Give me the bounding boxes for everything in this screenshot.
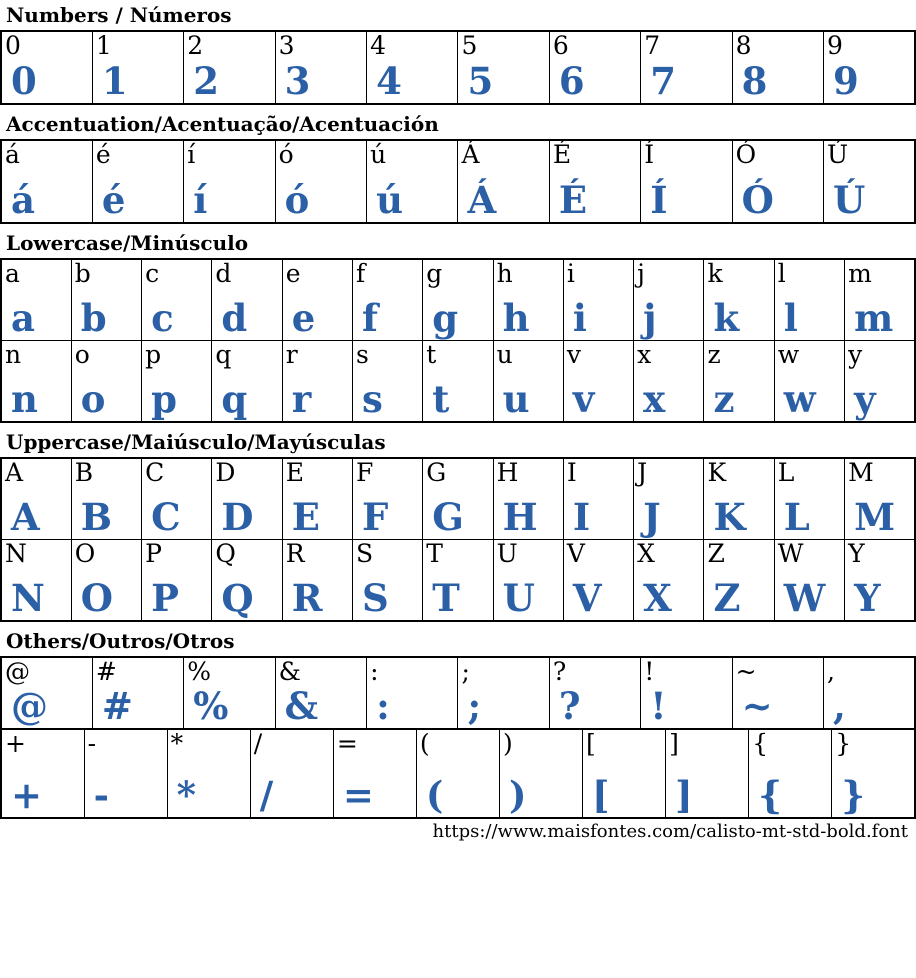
glyph-sample-small: p [145,340,162,369]
glyph-sample-small: N [5,539,27,568]
glyph-cell [732,657,823,729]
glyph-sample-small: S [355,539,374,568]
glyph-sample-large: # [101,683,133,728]
glyph-sample-small: é [95,140,111,169]
glyph-cell [352,259,422,341]
glyph-sample-large: C [151,494,181,539]
glyph-sample-small: y [848,340,863,369]
glyph-sample-small: - [87,729,97,758]
glyph-sample-large: S [361,575,389,620]
glyph-cell [71,458,141,540]
glyph-sample-small: x [637,340,652,369]
glyph-sample-small: ) [502,729,513,758]
glyph-cell [634,458,704,540]
glyph-cell [92,31,183,104]
glyph-sample-large: , [833,683,846,728]
glyph-sample-large: a [11,295,35,340]
glyph-sample-large: Í [650,177,668,222]
glyph-sample-large: F [361,494,389,539]
glyph-sample-small: l [777,259,786,288]
glyph-cell [423,341,493,423]
glyph-table [0,258,916,423]
glyph-sample-small: M [848,458,874,487]
glyph-cell [749,729,832,818]
glyph-cell [282,259,352,341]
glyph-cell [824,657,915,729]
glyph-cell [275,31,366,104]
glyph-cell [352,341,422,423]
glyph-sample-small: t [426,340,437,369]
glyph-sample-small: f [355,259,366,288]
glyph-sample-small: Á [461,140,480,169]
glyph-sample-large: b [80,295,107,340]
glyph-cell [704,540,774,622]
glyph-sample-small: % [187,657,212,686]
glyph-sample-small: 7 [644,31,661,60]
glyph-sample-large: { [758,772,782,817]
glyph-sample-small: 1 [95,31,112,60]
glyph-sample-large: á [11,177,35,222]
glyph-cell [634,540,704,622]
glyph-cell [641,31,732,104]
glyph-sample-large: ] [675,772,693,817]
glyph-sample-small: 4 [370,31,386,60]
glyph-cell [732,140,823,223]
glyph-sample-small: P [145,539,162,568]
glyph-sample-large: é [101,177,126,222]
glyph-sample-large: H [502,494,538,539]
glyph-cell [704,458,774,540]
glyph-sample-small: X [637,539,655,568]
glyph-cell [732,31,823,104]
glyph-sample-small: I [566,458,577,487]
glyph-sample-large: 8 [741,58,768,103]
glyph-cell [184,140,275,223]
glyph-sample-small: d [215,259,232,288]
glyph-sample-small: ó [278,140,294,169]
glyph-sample-small: H [496,458,519,487]
glyph-sample-small: ~ [735,657,757,686]
glyph-sample-large: k [713,295,740,340]
glyph-cell [493,341,563,423]
glyph-cell [845,259,915,341]
glyph-sample-small: 2 [187,31,204,60]
glyph-cell [563,259,633,341]
glyph-cell [1,540,71,622]
glyph-sample-large: ) [508,772,527,817]
glyph-sample-large: B [80,494,113,539]
glyph-cell [493,458,563,540]
glyph-cell [1,31,92,104]
glyph-cell [1,657,92,729]
glyph-cell [1,729,84,818]
glyph-sample-large: / [259,772,274,817]
glyph-sample-small: s [355,340,369,369]
glyph-cell [142,540,212,622]
glyph-cell [458,140,549,223]
glyph-cell [563,458,633,540]
glyph-sample-large: m [854,295,894,340]
glyph-sample-small: u [496,340,513,369]
glyph-sample-large: c [151,295,174,340]
glyph-sample-large: P [151,575,179,620]
glyph-sample-small: Z [707,539,725,568]
glyph-sample-large: Q [221,575,254,620]
section-heading-accentuation: Accentuation/Acentuação/Acentuación [6,112,439,136]
glyph-sample-large: 0 [11,58,37,103]
glyph-table [0,457,916,622]
glyph-cell [142,341,212,423]
glyph-cell [774,259,844,341]
glyph-sample-small: ] [669,729,679,758]
glyph-cell [845,458,915,540]
glyph-sample-small: F [355,458,374,487]
glyph-cell [275,140,366,223]
glyph-sample-large: v [572,376,595,421]
glyph-cell [634,341,704,423]
glyph-cell [84,729,167,818]
glyph-sample-large: t [432,376,450,421]
section-others [0,629,916,819]
glyph-sample-small: B [74,458,94,487]
glyph-cell [774,341,844,423]
glyph-sample-large: U [502,575,535,620]
glyph-sample-small: @ [5,657,30,686]
glyph-cell [634,259,704,341]
glyph-sample-large: D [221,494,254,539]
glyph-cell [1,341,71,423]
glyph-sample-large: x [643,376,666,421]
glyph-sample-large: % [193,683,229,728]
glyph-sample-large: Ú [833,177,866,222]
glyph-cell [549,657,640,729]
glyph-cell [212,341,282,423]
glyph-cell [1,259,71,341]
glyph-sample-large: [ [592,772,610,817]
glyph-table [0,656,916,730]
glyph-cell [71,259,141,341]
glyph-cell [423,259,493,341]
glyph-sample-small: v [566,340,581,369]
glyph-sample-small: + [5,729,26,758]
glyph-cell [71,341,141,423]
glyph-cell [845,540,915,622]
glyph-sample-large: ( [425,772,444,817]
glyph-sample-small: ( [419,729,430,758]
glyph-sample-small: , [827,657,835,686]
glyph-cell [1,458,71,540]
glyph-sample-large: w [783,376,816,421]
glyph-cell [493,540,563,622]
glyph-sample-large: p [151,376,177,421]
glyph-sample-large: n [11,376,38,421]
glyph-cell [212,458,282,540]
glyph-sample-small: O [74,539,96,568]
glyph-sample-large: N [11,575,45,620]
glyph-sample-small: c [145,259,160,288]
section-heading-numbers: Numbers / Números [6,3,232,27]
glyph-sample-small: w [777,340,800,369]
glyph-cell [367,140,458,223]
glyph-sample-small: U [496,539,518,568]
glyph-sample-large: j [643,295,657,340]
glyph-cell [184,31,275,104]
glyph-cell [845,341,915,423]
glyph-sample-small: L [777,458,795,487]
glyph-sample-small: K [707,458,727,487]
glyph-sample-large: G [432,494,464,539]
glyph-cell [367,31,458,104]
glyph-sample-large: Ó [741,177,774,222]
glyph-sample-small: m [848,259,872,288]
glyph-cell [333,729,416,818]
glyph-sample-large: V [572,575,602,620]
glyph-cell [641,140,732,223]
glyph-sample-large: u [502,376,530,421]
glyph-cell [367,657,458,729]
glyph-sample-large: f [361,295,378,340]
glyph-cell [282,540,352,622]
glyph-sample-large: ! [650,683,667,728]
glyph-cell [92,657,183,729]
glyph-sample-large: Á [467,177,497,222]
glyph-sample-small: Ú [827,140,849,169]
glyph-cell [275,657,366,729]
glyph-sample-large: h [502,295,530,340]
glyph-sample-large: o [80,376,106,421]
glyph-sample-large: A [11,494,40,539]
glyph-sample-large: y [854,376,876,421]
glyph-cell [774,458,844,540]
glyph-cell [774,540,844,622]
glyph-sample-large: 2 [193,58,220,103]
glyph-cell [167,729,250,818]
section-numbers [0,3,916,105]
glyph-sample-small: # [95,657,117,686]
glyph-cell [416,729,499,818]
glyph-sample-large: e [291,295,316,340]
glyph-sample-small: D [215,458,236,487]
glyph-sample-small: 9 [827,31,843,60]
glyph-sample-large: R [291,575,323,620]
glyph-cell [423,540,493,622]
glyph-sample-small: k [707,259,723,288]
glyph-sample-large: ? [558,683,581,728]
glyph-sample-large: ~ [741,683,773,728]
glyph-sample-small: V [566,539,585,568]
glyph-cell [641,657,732,729]
glyph-cell [563,540,633,622]
glyph-sample-large: É [558,177,588,222]
glyph-sample-large: : [376,683,390,728]
glyph-sample-small: } [835,729,852,758]
font-specimen-page [0,3,916,978]
glyph-cell [423,458,493,540]
glyph-sample-small: = [336,729,358,758]
glyph-cell [824,140,915,223]
glyph-cell [583,729,666,818]
glyph-sample-small: 5 [461,31,478,60]
glyph-cell [563,341,633,423]
section-heading-uppercase: Uppercase/Maiúsculo/Mayúsculas [6,430,386,454]
glyph-sample-large: 3 [284,58,311,103]
glyph-sample-small: [ [586,729,596,758]
glyph-cell [282,341,352,423]
glyph-sample-large: ó [284,177,310,222]
glyph-sample-large: - [93,772,109,817]
glyph-cell [458,657,549,729]
glyph-sample-small: Í [644,140,655,169]
glyph-sample-large: 5 [467,58,494,103]
glyph-sample-small: r [285,340,298,369]
glyph-sample-large: 6 [558,58,585,103]
glyph-sample-large: O [80,575,114,620]
glyph-table [0,30,916,105]
glyph-sample-small: É [552,140,572,169]
glyph-sample-small: C [145,458,165,487]
glyph-cell [832,729,915,818]
glyph-sample-large: K [713,494,746,539]
section-accentuation [0,112,916,224]
glyph-cell [142,458,212,540]
glyph-sample-small: { [752,729,769,758]
glyph-cell [1,140,92,223]
glyph-sample-small: Q [215,539,236,568]
glyph-sample-small: ; [461,657,470,686]
glyph-cell [92,140,183,223]
glyph-cell [212,259,282,341]
glyph-sample-large: Z [713,575,741,620]
glyph-sample-small: g [426,259,443,288]
glyph-sample-large: } [841,772,866,817]
glyph-sample-large: 1 [101,58,128,103]
glyph-sample-large: z [713,376,735,421]
glyph-sample-small: : [370,657,379,686]
glyph-sample-large: M [854,494,896,539]
glyph-sample-large: ú [376,177,403,222]
glyph-sample-large: 7 [650,58,676,103]
glyph-cell [212,540,282,622]
glyph-sample-large: d [221,295,248,340]
glyph-sample-small: i [566,259,575,288]
section-lowercase [0,231,916,423]
glyph-sample-small: a [5,259,20,288]
glyph-sample-small: * [170,729,184,758]
glyph-sample-large: ; [467,683,482,728]
glyph-sample-small: h [496,259,513,288]
glyph-cell [499,729,582,818]
glyph-sample-large: W [783,575,826,620]
glyph-sample-small: z [707,340,721,369]
glyph-sample-large: E [291,494,320,539]
glyph-cell [250,729,333,818]
glyph-cell [71,540,141,622]
glyph-cell [549,140,640,223]
glyph-cell [458,31,549,104]
glyph-sample-small: q [215,340,232,369]
glyph-sample-large: T [432,575,460,620]
glyph-sample-small: E [285,458,304,487]
glyph-cell [666,729,749,818]
glyph-sample-large: g [432,295,459,340]
glyph-sample-large: & [284,683,319,728]
glyph-sample-large: 4 [376,58,402,103]
glyph-sample-small: J [637,458,648,487]
glyph-table [0,728,916,819]
section-heading-lowercase: Lowercase/Minúsculo [6,231,249,255]
glyph-sample-small: 6 [552,31,569,60]
glyph-cell [352,540,422,622]
glyph-sample-small: & [278,657,301,686]
glyph-sample-small: á [5,140,20,169]
glyph-cell [493,259,563,341]
glyph-sample-small: T [426,539,443,568]
glyph-cell [282,458,352,540]
glyph-sample-small: e [285,259,301,288]
glyph-sample-small: j [637,259,645,288]
glyph-cell [549,31,640,104]
glyph-sample-small: W [777,539,804,568]
glyph-cell [704,341,774,423]
glyph-sample-small: 0 [5,31,21,60]
glyph-sample-small: Y [848,539,865,568]
glyph-sample-large: q [221,376,248,421]
sections-root [0,3,916,819]
glyph-sample-small: ú [370,140,387,169]
glyph-sample-small: G [426,458,447,487]
glyph-sample-small: 3 [278,31,295,60]
glyph-sample-large: @ [11,683,48,728]
glyph-cell [704,259,774,341]
glyph-sample-large: + [11,772,43,817]
section-uppercase [0,430,916,622]
glyph-sample-large: * [176,772,197,817]
glyph-sample-small: Ó [735,140,757,169]
glyph-sample-large: = [342,772,374,817]
glyph-sample-large: X [643,575,672,620]
glyph-cell [184,657,275,729]
glyph-sample-large: L [783,494,810,539]
glyph-sample-small: R [285,539,305,568]
glyph-sample-large: l [783,295,798,340]
glyph-sample-large: Y [854,575,881,620]
glyph-sample-small: n [5,340,22,369]
glyph-sample-large: 9 [833,58,859,103]
footer-url: https://www.maisfontes.com/calisto-mt-std-bold.font [432,821,908,842]
glyph-sample-large: s [361,376,383,421]
glyph-table [0,139,916,224]
glyph-sample-large: I [572,494,591,539]
glyph-sample-small: ! [644,657,655,686]
glyph-cell [824,31,915,104]
glyph-cell [352,458,422,540]
section-heading-others: Others/Outros/Otros [6,629,235,653]
glyph-sample-large: J [643,494,661,539]
glyph-sample-small: b [74,259,91,288]
glyph-sample-large: i [572,295,587,340]
glyph-sample-small: í [187,140,196,169]
glyph-sample-small: / [253,729,263,758]
glyph-sample-large: í [193,177,208,222]
glyph-sample-small: A [5,458,24,487]
glyph-sample-small: ? [552,657,567,686]
glyph-sample-small: o [74,340,90,369]
glyph-cell [142,259,212,341]
glyph-sample-small: 8 [735,31,752,60]
glyph-sample-large: r [291,376,312,421]
